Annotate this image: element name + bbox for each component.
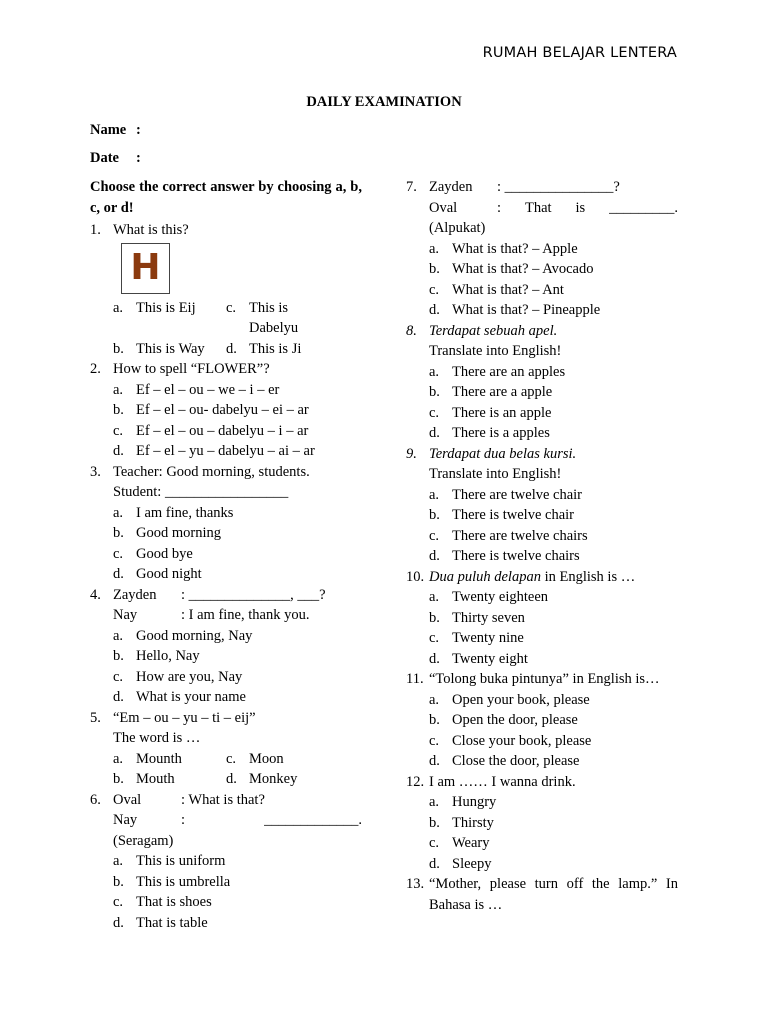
option-b[interactable] <box>429 259 678 280</box>
option-letter: c. <box>113 894 124 910</box>
option-text: Close your book, please <box>452 732 592 749</box>
question-text: Translate into English! <box>429 343 562 359</box>
option-letter: d. <box>113 566 124 582</box>
option-text: Good bye <box>136 545 193 562</box>
option-b[interactable] <box>429 608 678 629</box>
option-text: There is twelve chair <box>452 507 574 523</box>
option-a[interactable] <box>113 851 362 872</box>
option-letter: c. <box>226 299 237 316</box>
option-text: Thirsty <box>452 814 494 831</box>
question-7 <box>406 177 678 321</box>
option-letter: d. <box>429 855 440 872</box>
option-letter: d. <box>429 548 440 564</box>
date-colon: : <box>136 150 141 166</box>
dialog-line <box>113 585 362 606</box>
option-letter: d. <box>429 425 440 441</box>
option-b[interactable] <box>429 505 678 526</box>
option-c[interactable] <box>429 526 678 547</box>
dialog-text: : What is that? <box>181 791 265 808</box>
option-letter: d. <box>226 771 237 787</box>
option-letter: b. <box>113 525 124 541</box>
question-6 <box>90 790 362 934</box>
option-a[interactable] <box>113 380 362 401</box>
dialog-text <box>497 198 678 219</box>
option-c[interactable] <box>429 280 678 301</box>
option-d[interactable] <box>226 339 340 360</box>
option-d[interactable] <box>113 441 362 462</box>
question-number: 1. <box>90 222 101 238</box>
option-text: Close the door, please <box>452 753 580 769</box>
option-text: There are an apples <box>452 363 566 380</box>
option-b[interactable] <box>113 400 362 421</box>
date-field <box>90 150 141 167</box>
question-5 <box>90 708 362 790</box>
option-text: What is that? – Apple <box>452 240 578 257</box>
dialog-line <box>113 810 362 831</box>
dialog-text: : _______________? <box>497 179 620 195</box>
question-number: 8. <box>406 322 417 339</box>
option-text: Ef – el – ou – dabelyu – i – ar <box>136 422 309 439</box>
question-text: “Mother, please turn off the lamp.” In Bahasa is … <box>429 876 678 913</box>
option-letter: c. <box>429 630 440 646</box>
option-c[interactable] <box>226 298 340 339</box>
option-letter: d. <box>113 689 124 705</box>
option-d[interactable] <box>429 751 678 772</box>
option-letter: d. <box>226 340 237 357</box>
speaker-name: Oval <box>113 791 142 808</box>
dialog-text: _________. <box>609 199 678 216</box>
speaker-name: Nay <box>113 607 138 623</box>
letter-h-icon: H <box>130 246 161 288</box>
question-11 <box>406 669 678 772</box>
option-d[interactable] <box>226 769 339 790</box>
option-letter: d. <box>429 650 440 667</box>
option-row <box>113 749 362 770</box>
question-text: I am …… I wanna drink. <box>429 773 576 790</box>
question-number: 5. <box>90 709 101 726</box>
option-c[interactable] <box>429 628 678 649</box>
organization-name: RUMAH BELAJAR LENTERA <box>482 45 677 61</box>
option-text: This is uniform <box>136 853 226 869</box>
option-c[interactable] <box>429 731 678 752</box>
option-letter: b. <box>429 507 440 523</box>
option-text: Good morning, Nay <box>136 627 253 644</box>
option-letter: a. <box>113 504 124 521</box>
dialog-line <box>113 605 362 626</box>
option-c[interactable] <box>113 544 362 565</box>
option-a[interactable] <box>429 792 678 813</box>
question-text: Terdapat sebuah apel. <box>429 322 558 339</box>
option-text: Hello, Nay <box>136 648 200 664</box>
option-text: This is umbrella <box>136 873 231 890</box>
option-text: There are twelve chairs <box>452 527 588 544</box>
option-text: What is that? – Pineapple <box>452 302 601 318</box>
option-text: Weary <box>452 835 490 851</box>
option-text: I am fine, thanks <box>136 504 234 521</box>
question-text: “Tolong buka pintunya” in English is… <box>429 671 660 687</box>
question-hint: (Alpukat) <box>429 220 486 236</box>
option-letter: a. <box>113 853 124 869</box>
question-number: 11. <box>406 671 424 687</box>
option-a[interactable] <box>429 239 678 260</box>
option-letter: b. <box>429 384 440 400</box>
dialog-text: is <box>575 199 586 216</box>
dialog-text: : <box>181 812 186 828</box>
option-text: What is that? – Avocado <box>452 261 594 277</box>
option-text: Twenty eighteen <box>452 589 549 605</box>
dialog-text: That <box>524 199 552 216</box>
option-letter: d. <box>429 753 440 769</box>
option-letter: a. <box>429 691 440 708</box>
option-b[interactable] <box>113 872 362 893</box>
option-text: Mounth <box>136 750 182 767</box>
option-letter: d. <box>429 302 440 318</box>
question-9 <box>406 444 678 567</box>
option-letter: a. <box>113 627 124 644</box>
speaker-name: Oval <box>429 199 458 216</box>
option-a[interactable] <box>429 587 678 608</box>
option-letter: a. <box>429 589 440 605</box>
question-text: Terdapat dua belas kursi. <box>429 445 577 462</box>
question-number: 4. <box>90 586 101 603</box>
option-b[interactable] <box>113 339 226 360</box>
option-b[interactable] <box>113 646 362 667</box>
option-text: Sleepy <box>452 855 492 872</box>
option-letter: c. <box>429 835 440 851</box>
option-b[interactable] <box>429 382 678 403</box>
question-text: What is this? <box>113 222 189 238</box>
option-text: Twenty nine <box>452 630 524 646</box>
option-letter: b. <box>113 648 124 664</box>
dialog-line <box>113 790 362 811</box>
question-text: Student: _________________ <box>113 484 289 500</box>
dialog-text: : ______________, ___? <box>181 586 326 603</box>
question-text: Translate into English! <box>429 466 562 482</box>
option-a[interactable] <box>429 690 678 711</box>
question-1 <box>90 220 362 359</box>
option-text: Ef – el – ou – we – i – er <box>136 381 280 398</box>
exam-title: DAILY EXAMINATION <box>306 94 462 110</box>
option-text: Good night <box>136 566 202 582</box>
option-letter: c. <box>113 545 124 562</box>
option-letter: a. <box>429 794 440 810</box>
option-text: There are twelve chair <box>452 486 583 503</box>
option-text: Mouth <box>136 771 175 787</box>
left-column <box>90 177 362 933</box>
option-letter: a. <box>113 299 124 316</box>
option-letter: b. <box>429 609 440 626</box>
letter-image <box>121 243 170 294</box>
option-text: Thirty seven <box>452 609 525 626</box>
option-text: What is your name <box>136 689 246 705</box>
option-letter: b. <box>113 340 124 357</box>
question-10 <box>406 567 678 670</box>
option-c[interactable] <box>113 421 362 442</box>
option-letter: a. <box>113 750 124 767</box>
option-text: What is that? – Ant <box>452 281 564 298</box>
option-b[interactable] <box>429 813 678 834</box>
question-13 <box>406 874 678 915</box>
option-a[interactable] <box>113 749 226 770</box>
option-c[interactable] <box>429 833 678 854</box>
dialog-line <box>429 177 678 198</box>
option-letter: c. <box>113 422 124 439</box>
option-letter: a. <box>113 381 124 398</box>
option-text: How are you, Nay <box>136 668 243 685</box>
option-letter: b. <box>113 402 124 418</box>
question-4 <box>90 585 362 708</box>
question-number: 2. <box>90 361 101 377</box>
question-text: Dua puluh delapan in English is … <box>429 568 636 585</box>
name-field <box>90 122 141 139</box>
question-number: 3. <box>90 463 101 480</box>
question-text: How to spell “FLOWER”? <box>113 361 270 377</box>
question-3 <box>90 462 362 585</box>
option-letter: a. <box>429 486 440 503</box>
question-hint: (Seragam) <box>113 832 174 849</box>
option-text: This is Eij <box>136 299 196 316</box>
option-d[interactable] <box>113 913 362 934</box>
question-12 <box>406 772 678 875</box>
option-row <box>113 298 362 339</box>
option-b[interactable] <box>429 710 678 731</box>
dialog-line <box>429 198 678 219</box>
option-d[interactable] <box>113 687 362 708</box>
option-letter: b. <box>113 771 124 787</box>
question-number: 13. <box>406 876 425 892</box>
option-text: Moon <box>249 750 284 767</box>
option-d[interactable] <box>429 423 678 444</box>
option-letter: a. <box>429 240 440 257</box>
date-label: Date <box>90 150 119 166</box>
option-text: There is twelve chairs <box>452 548 580 564</box>
option-letter: c. <box>113 668 124 685</box>
option-text: Ef – el – ou- dabelyu – ei – ar <box>136 402 309 418</box>
option-text: Ef – el – yu – dabelyu – ai – ar <box>136 443 315 459</box>
option-letter: b. <box>113 873 124 890</box>
question-2 <box>90 359 362 462</box>
option-b[interactable] <box>113 769 226 790</box>
option-a[interactable] <box>429 362 678 383</box>
question-number: 6. <box>90 791 101 808</box>
option-text: There are a apple <box>452 384 553 400</box>
name-label: Name <box>90 122 127 138</box>
option-letter: a. <box>429 363 440 380</box>
option-text: This is Dabelyu <box>249 299 299 336</box>
option-letter: b. <box>429 261 440 277</box>
option-d[interactable] <box>429 546 678 567</box>
instruction: Choose the correct answer by choosing a, b, c, or d! <box>90 179 362 216</box>
option-text: That is shoes <box>136 894 212 910</box>
option-b[interactable] <box>113 523 362 544</box>
option-text: Twenty eight <box>452 650 528 667</box>
option-text: There is a apples <box>452 425 550 441</box>
question-number: 10. <box>406 568 425 585</box>
option-text: Monkey <box>249 771 298 787</box>
question-text: The word is … <box>113 730 201 746</box>
speaker-name: Zayden <box>429 179 473 195</box>
option-letter: c. <box>226 750 237 767</box>
option-c[interactable] <box>429 403 678 424</box>
question-text: “Em – ou – yu – ti – eij” <box>113 709 256 726</box>
option-letter: c. <box>429 404 440 421</box>
option-c[interactable] <box>226 749 339 770</box>
option-letter: c. <box>429 732 440 749</box>
option-c[interactable] <box>113 892 362 913</box>
option-d[interactable] <box>113 564 362 585</box>
option-text: Hungry <box>452 794 497 810</box>
option-c[interactable] <box>113 667 362 688</box>
option-a[interactable] <box>429 485 678 506</box>
right-column <box>406 177 678 915</box>
question-number: 12. <box>406 773 425 790</box>
dialog-text: : <box>497 199 502 216</box>
option-text: Open your book, please <box>452 691 590 708</box>
option-row <box>113 339 362 360</box>
option-a[interactable] <box>113 298 226 339</box>
option-letter: d. <box>113 914 124 931</box>
dialog-text <box>181 810 362 831</box>
option-d[interactable] <box>429 649 678 670</box>
option-letter: b. <box>429 814 440 831</box>
question-text: Teacher: Good morning, students. <box>113 463 310 480</box>
option-letter: b. <box>429 712 440 728</box>
option-letter: d. <box>113 443 124 459</box>
name-colon: : <box>136 122 141 138</box>
question-number: 9. <box>406 445 417 462</box>
option-d[interactable] <box>429 300 678 321</box>
option-a[interactable] <box>113 626 362 647</box>
dialog-text: : I am fine, thank you. <box>181 607 310 623</box>
speaker-name: Nay <box>113 812 138 828</box>
option-text: This is Way <box>136 340 205 357</box>
option-text: This is Ji <box>249 340 302 357</box>
question-8 <box>406 321 678 444</box>
option-text: There is an apple <box>452 404 552 421</box>
speaker-name: Zayden <box>113 586 157 603</box>
option-row <box>113 769 362 790</box>
option-text: Good morning <box>136 525 221 541</box>
option-text: That is table <box>136 914 208 931</box>
option-d[interactable] <box>429 854 678 875</box>
question-number: 7. <box>406 179 417 195</box>
option-letter: c. <box>429 527 440 544</box>
option-letter: c. <box>429 281 440 298</box>
dialog-text: _____________. <box>264 812 362 828</box>
option-text: Open the door, please <box>452 712 578 728</box>
option-a[interactable] <box>113 503 362 524</box>
